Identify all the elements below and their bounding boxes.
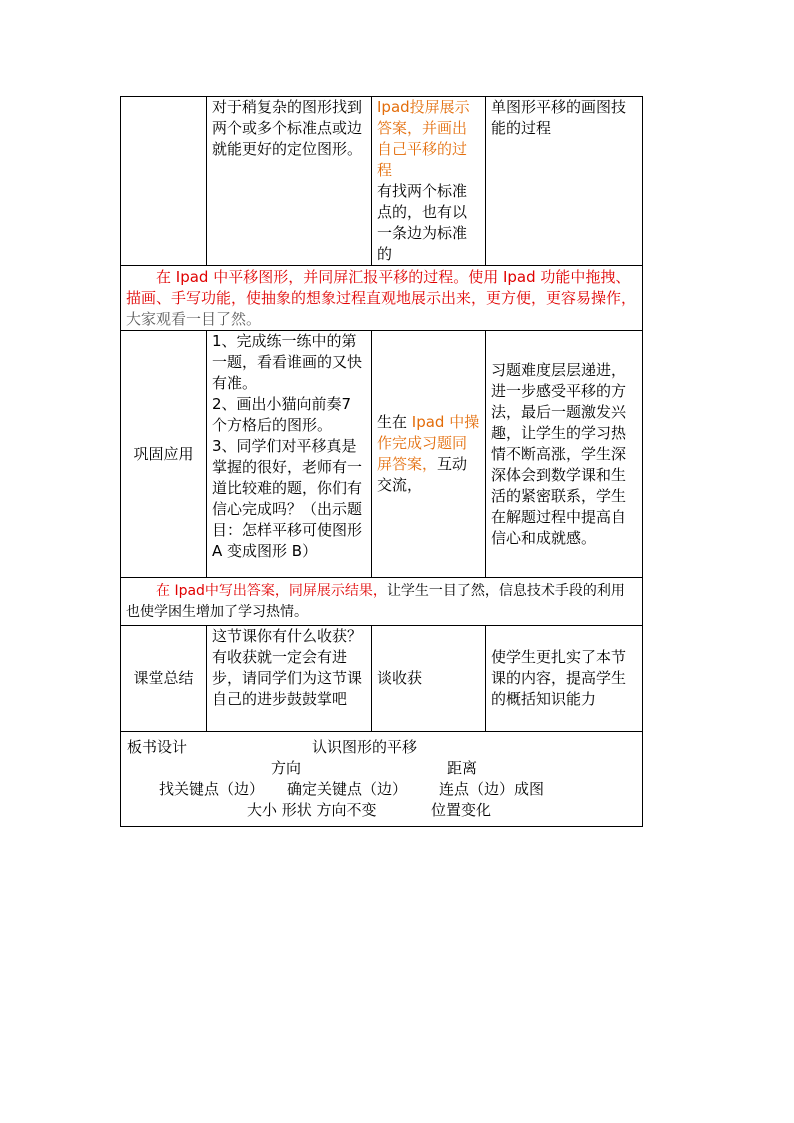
note-row [121,578,643,626]
board-changed: 位置变化 [431,801,492,819]
tech-note-cell [121,578,643,626]
board-step: 连点（边）成图 [439,780,545,798]
board-direction: 方向 [271,759,302,777]
note-row [121,266,643,331]
teacher-activity-cell: 这节课你有什么收获？有收获就一定会有进步，请同学们为这节课自己的进步鼓鼓掌吧 [207,626,372,732]
board-row [121,732,643,827]
table-row [121,626,643,732]
student-activity-highlight: Ipad 中操作完成习题同屏答案， [377,413,480,473]
board-unchanged: 大小 形状 方向不变 [247,801,377,819]
student-activity-text: 有找两个标准点的，也有以一条边为标准的 [377,182,468,263]
student-activity-cell [372,97,486,266]
teacher-activity-cell: 对于稍复杂的图形找到两个或多个标准点或边就能更好的定位图形。 [207,97,372,266]
board-step: 找关键点（边） [159,780,265,798]
board-design-cell [121,732,643,827]
lesson-plan-table [120,96,643,827]
tech-note-highlight: 在 Ipad中写出答案，同屏展示结果， [156,582,387,599]
design-intent-cell: 单图形平移的画图技能的过程 [486,97,643,266]
design-intent-cell: 习题难度层层递进，进一步感受平移的方法，最后一题激发兴趣，让学生的学习热情不断高涨，学生深深体会到数学课和生活的紧密联系，学生在解题过程中提高自信心和成就感。 [486,331,643,578]
student-activity-cell: 谈收获 [372,626,486,732]
tech-note-cell [121,266,643,331]
exercise-item: 1、完成练一练中的第一题，看看谁画的又快有准。 [212,332,363,392]
table-row [121,97,643,266]
stage-cell: 巩固应用 [121,331,207,578]
board-distance: 距离 [447,759,478,777]
board-step: 确定关键点（边） [287,780,408,798]
stage-cell [121,97,207,266]
student-activity-highlight: Ipad投屏展示答案，并画出自己平移的过程 [377,98,470,179]
board-design-label: 板书设计 [127,738,188,756]
stage-cell: 课堂总结 [121,626,207,732]
design-intent-cell: 使学生更扎实了本节课的内容，提高学生的概括知识能力 [486,626,643,732]
student-activity-tail: 互动交流， [377,455,468,494]
tech-note-text: 大家观看一目了然。 [126,309,262,328]
student-activity-cell [372,331,486,578]
board-title: 认识图形的平移 [312,738,418,756]
tech-note-text: 让学生一目了然，信息技术手段的利用也使学困生增加了学习热情。 [126,582,625,620]
table-row [121,331,643,578]
exercise-item: 2、画出小猫向前奏7个方格后的图形。 [212,395,352,434]
exercise-item: 3、同学们对平移真是掌握的很好，老师有一道比较难的题，你们有信心完成吗？（出示题目：怎样平移可使图形 A 变成图形 B） [212,437,363,560]
student-activity-text: 生在 [377,413,412,431]
teacher-activity-cell [207,331,372,578]
tech-note-highlight: 在 Ipad 中平移图形，并同屏汇报平移的过程。使用 Ipad 功能中拖拽、描画、手写功能，使抽象的想象过程直观地展示出来，更方便，更容易操作， [126,267,637,307]
